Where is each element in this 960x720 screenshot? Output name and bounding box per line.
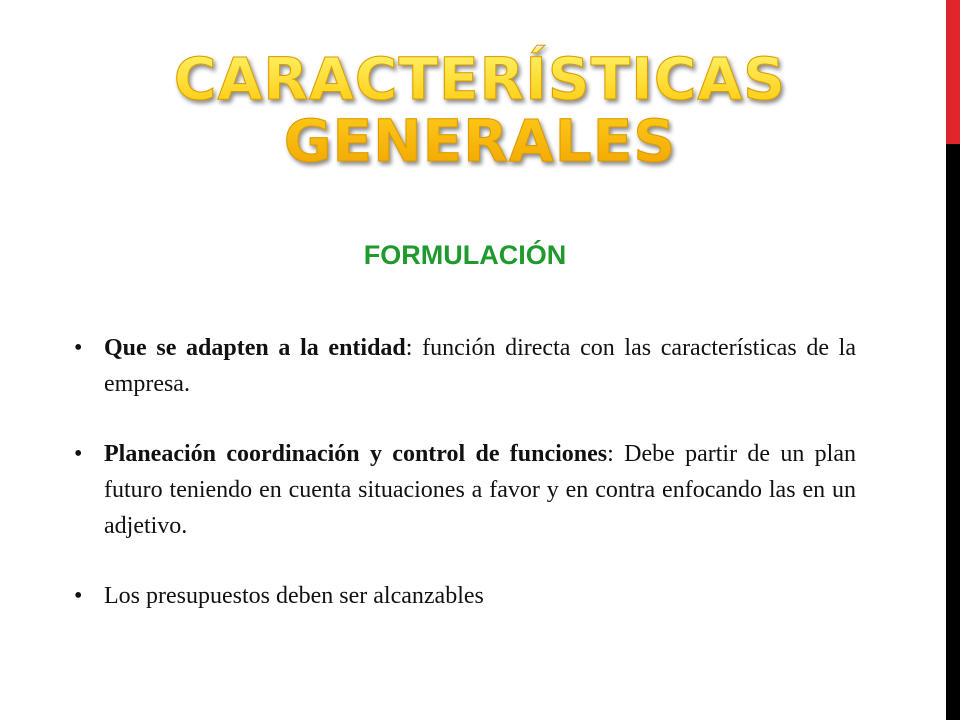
bullet-item: [72, 436, 856, 544]
bullet-item-heading: Que se adapten a la entidad: [104, 335, 406, 361]
slide-title: [100, 45, 860, 175]
side-bar-red-accent: [946, 0, 960, 144]
bullet-item: [72, 330, 856, 402]
bullet-item-text: : función directa con las características de la empresa.: [104, 335, 857, 397]
bullet-item: [72, 578, 856, 614]
bullet-item-text: Los presupuestos deben ser alcanzables: [104, 583, 484, 609]
slide-title-line-1: CARACTERÍSTICAS: [173, 45, 787, 113]
slide-title-line-2: GENERALES: [283, 107, 677, 175]
bullet-dot-icon: •: [74, 335, 83, 361]
side-bar-black-accent: [946, 144, 960, 720]
section-subtitle: FORMULACIÓN: [363, 240, 567, 270]
bullet-dot-icon: •: [74, 583, 83, 609]
bullet-list: [72, 330, 856, 648]
bullet-dot-icon: •: [74, 441, 83, 467]
bullet-item-text: : Debe partir de un plan futuro teniendo en cuenta situaciones a favor y en contra enfocando las en un adjetivo.: [104, 441, 857, 539]
bullet-item-heading: Planeación coordinación y control de funciones: [104, 441, 608, 467]
